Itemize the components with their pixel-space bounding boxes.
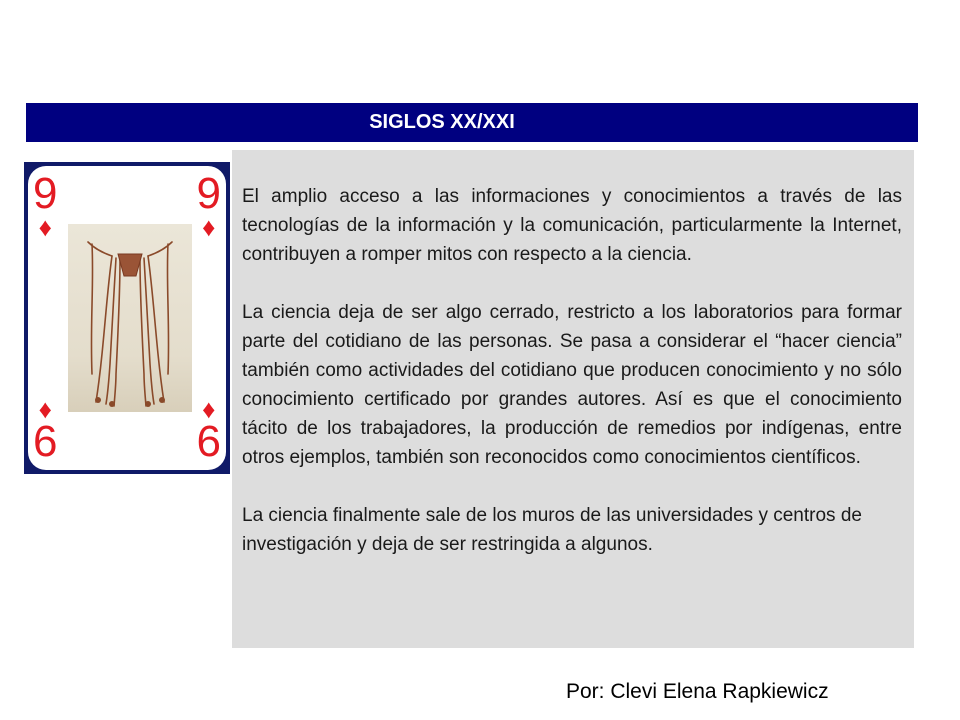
slide-title-bar bbox=[26, 103, 918, 142]
card-rank-top-right: 9 bbox=[196, 169, 221, 218]
card-corner-top-right bbox=[196, 169, 221, 242]
card-rank-bottom-right: 6 bbox=[196, 417, 221, 466]
paragraph-science-leaves-walls: La ciencia finalmente sale de los muros de las universidades y centros de investigación y deja de ser restringida a algunos. bbox=[242, 505, 862, 555]
card-face bbox=[28, 166, 226, 470]
card-rank-bottom-left: 6 bbox=[33, 417, 58, 466]
woven-artifact-illustration bbox=[68, 224, 192, 412]
card-rank-top-left: 9 bbox=[33, 169, 58, 218]
card-corner-bottom-right bbox=[197, 396, 221, 464]
paragraph-internet-access: El amplio acceso a las informaciones y conocimientos a través de las tecnologías de la información y la comunicación, particularmente la Internet, contribuyen a romper mitos con respecto a la ciencia. bbox=[242, 186, 902, 265]
diamond-suit-icon: ♦ bbox=[38, 212, 52, 242]
card-photo-artifact bbox=[68, 224, 192, 412]
diamond-suit-icon: ♦ bbox=[38, 394, 52, 424]
paragraph-everyday-science: La ciencia deja de ser algo cerrado, restricto a los laboratorios para formar parte del cotidiano de las personas. Se pasa a considerar el “hacer ciencia” también como actividades del cotidiano que producen conocimiento y no sólo conocimiento certificado por grandes autores. Así es que el conocimiento tácito de los trabajadores, la producción de remedios por indígenas, entre otros ejemplos, también son reconocidos como conocimientos científicos. bbox=[242, 302, 902, 468]
card-corner-bottom-left bbox=[33, 396, 57, 464]
body-text-panel bbox=[232, 150, 914, 648]
author-credit: Por: Clevi Elena Rapkiewicz bbox=[566, 680, 829, 703]
diamond-suit-icon: ♦ bbox=[202, 212, 216, 242]
slide-title: SIGLOS XX/XXI bbox=[369, 111, 515, 133]
card-corner-top-left bbox=[33, 169, 58, 242]
diamond-suit-icon: ♦ bbox=[202, 394, 216, 424]
playing-card-image bbox=[24, 162, 230, 474]
